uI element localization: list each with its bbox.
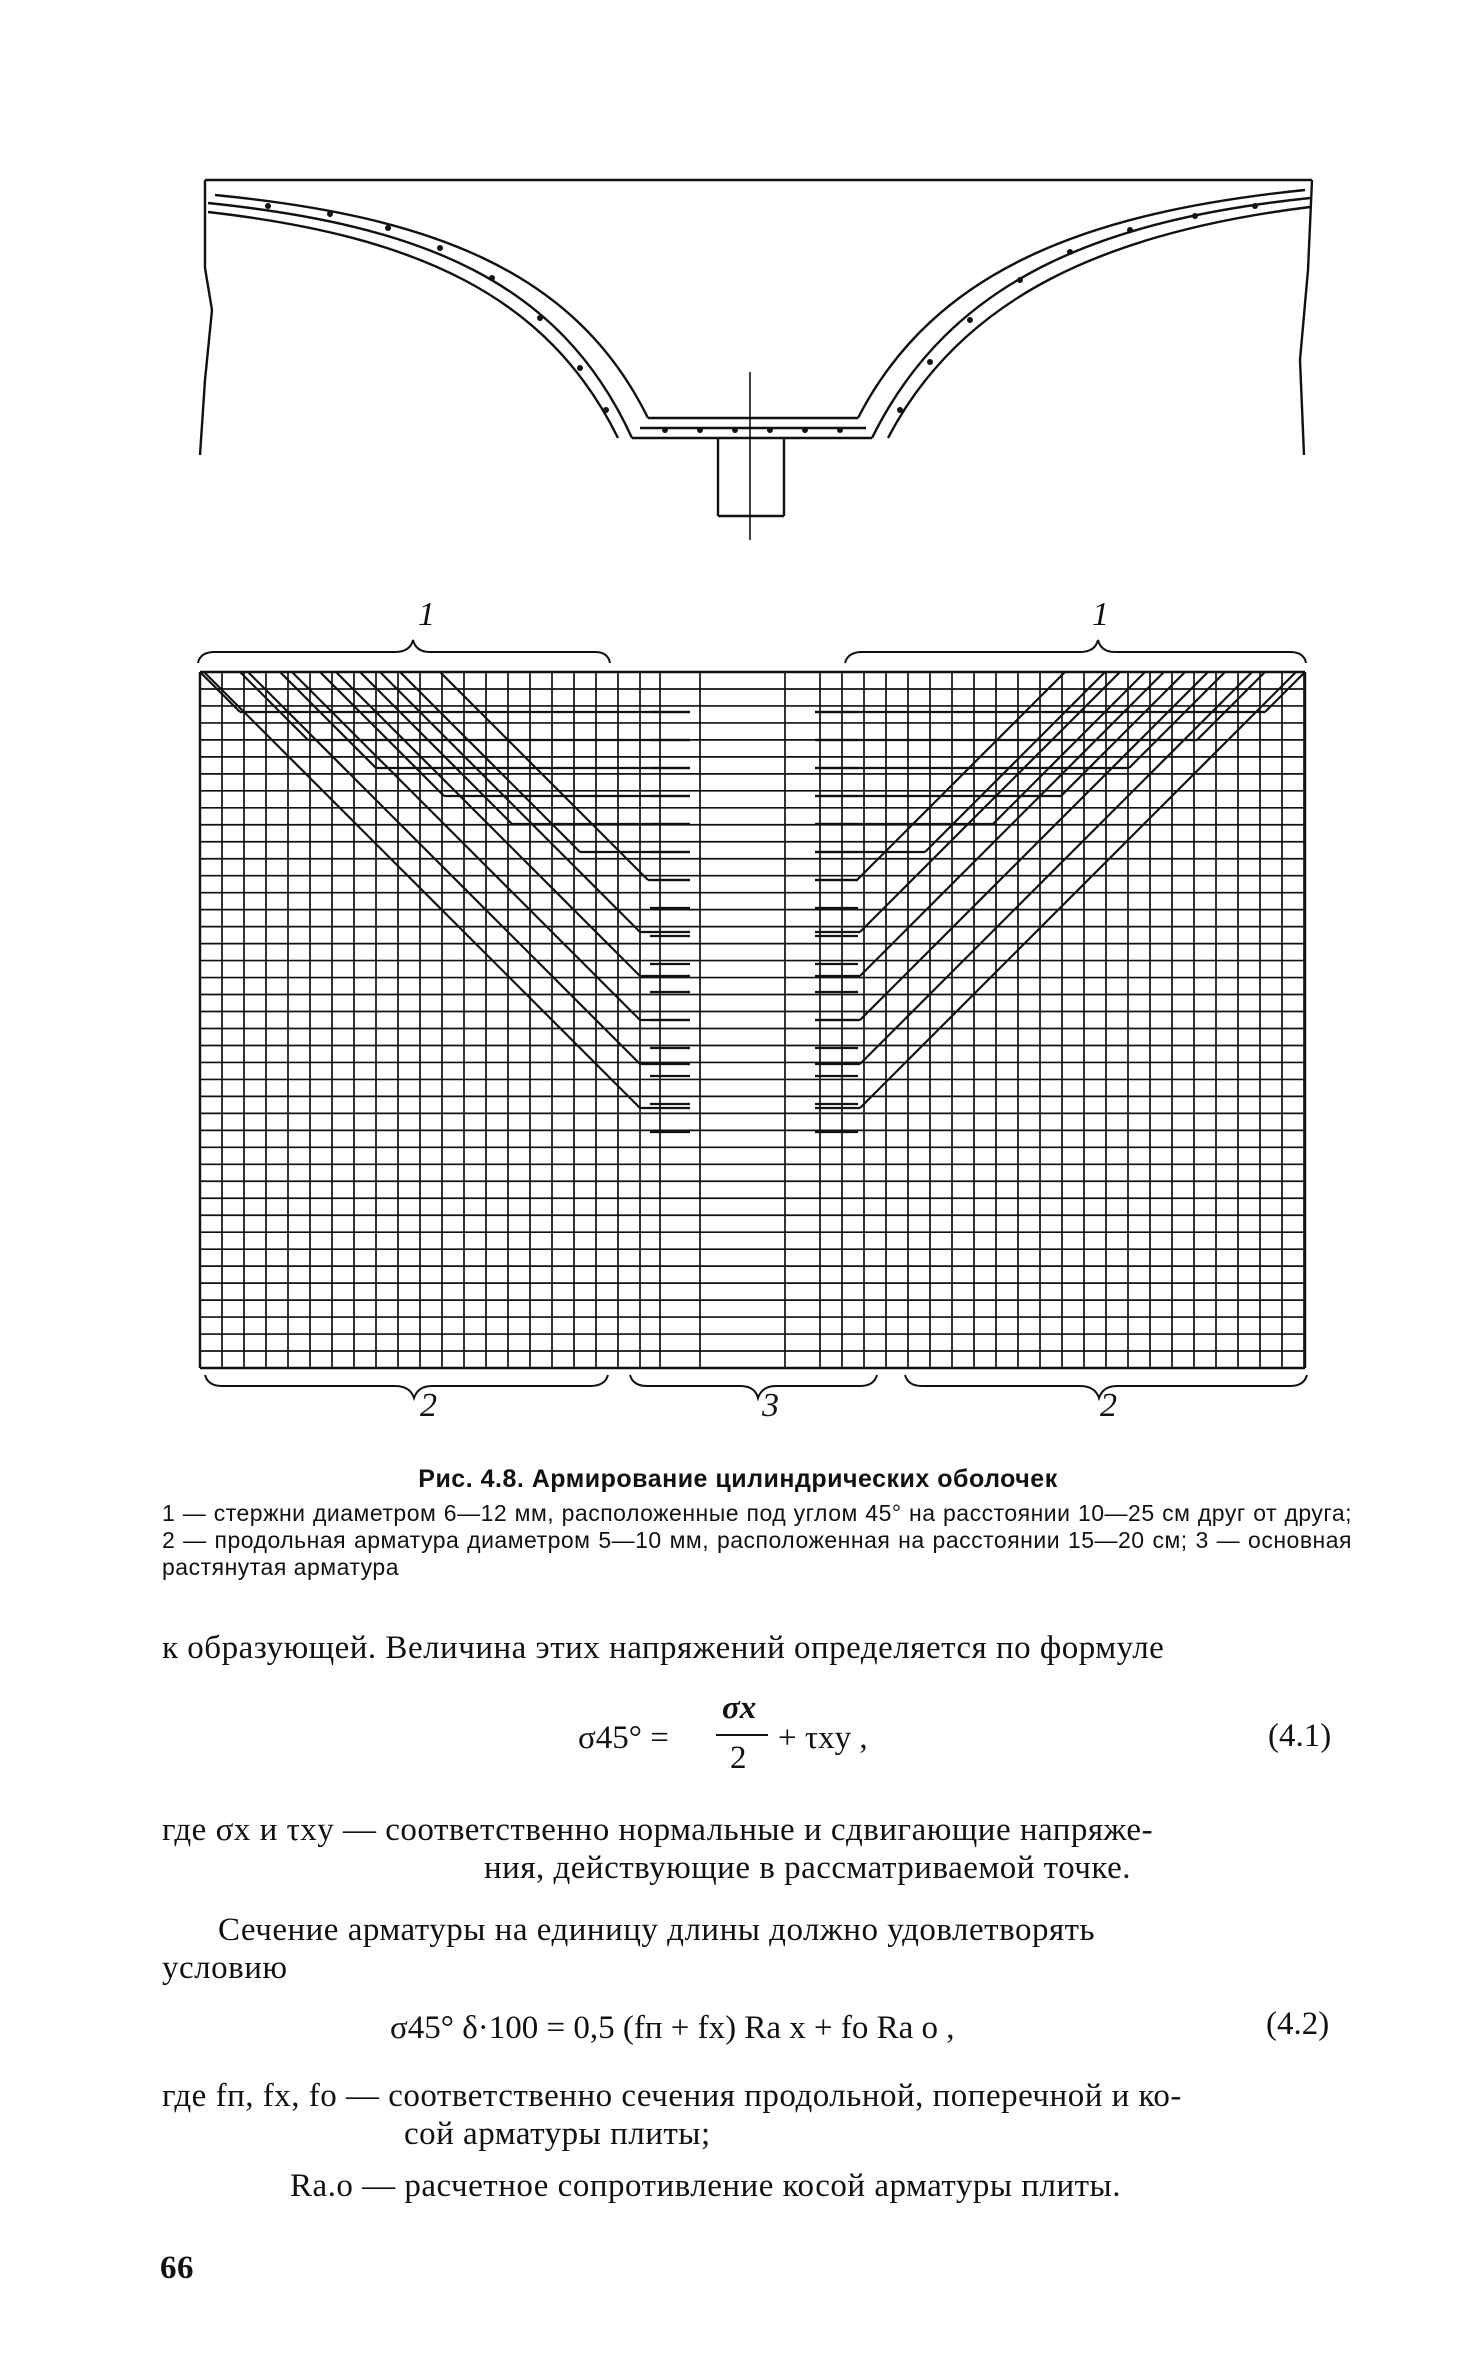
page-number: 66 xyxy=(160,2250,194,2286)
where-1-line-b: ния, действующие в рассматриваемой точке. xyxy=(484,1850,1132,1886)
figure-caption-title: Рис. 4.8. Армирование цилиндрических оболочек xyxy=(418,1465,1058,1493)
where-2-line-b: сой арматуры плиты; xyxy=(404,2116,711,2152)
formula-1-denominator: 2 xyxy=(730,1740,747,1776)
label-3-middle: 3 xyxy=(762,1387,779,1424)
label-2-right: 2 xyxy=(1100,1387,1117,1424)
label-2-left: 2 xyxy=(420,1387,437,1424)
formula-1-number: (4.1) xyxy=(1268,1718,1332,1754)
formula-2-number: (4.2) xyxy=(1266,2006,1330,2042)
formula-2: σ45° δ·100 = 0,5 (fп + fx) Ra x + fo Ra o , xyxy=(390,2010,955,2046)
formula-1-lhs: σ45° = xyxy=(578,1720,669,1756)
label-1-right: 1 xyxy=(1092,596,1109,633)
where-1-line-a: где σx и τxy — соответственно нормальные и сдвигающие напряже- xyxy=(162,1812,1154,1848)
paragraph-2-line-a: Сечение арматуры на единицу длины должно удовлетворять xyxy=(218,1912,1096,1948)
label-1-left: 1 xyxy=(418,596,435,633)
paragraph-2-line-b: условию xyxy=(162,1950,288,1986)
where-2-line-c: Ra.o — расчетное сопротивление косой арматуры плиты. xyxy=(290,2168,1121,2204)
paragraph-1: к образующей. Величина этих напряжений определяется по формуле xyxy=(162,1630,1165,1666)
formula-1-numerator: σx xyxy=(722,1690,757,1726)
figure-caption-body: 1 — стержни диаметром 6—12 мм, расположенные под углом 45° на расстоянии 10—25 см друг от друга; 2 — продольная арматура диаметром 5—10 мм, расположенная на расстоянии 15—20 см; 3 — основная растянутая арматура xyxy=(162,1500,1352,1580)
formula-1-rest: + τxy , xyxy=(778,1720,868,1756)
where-2-line-a: где fп, fx, fo — соответственно сечения продольной, поперечной и ко- xyxy=(162,2078,1182,2114)
fraction-bar xyxy=(716,1734,768,1736)
